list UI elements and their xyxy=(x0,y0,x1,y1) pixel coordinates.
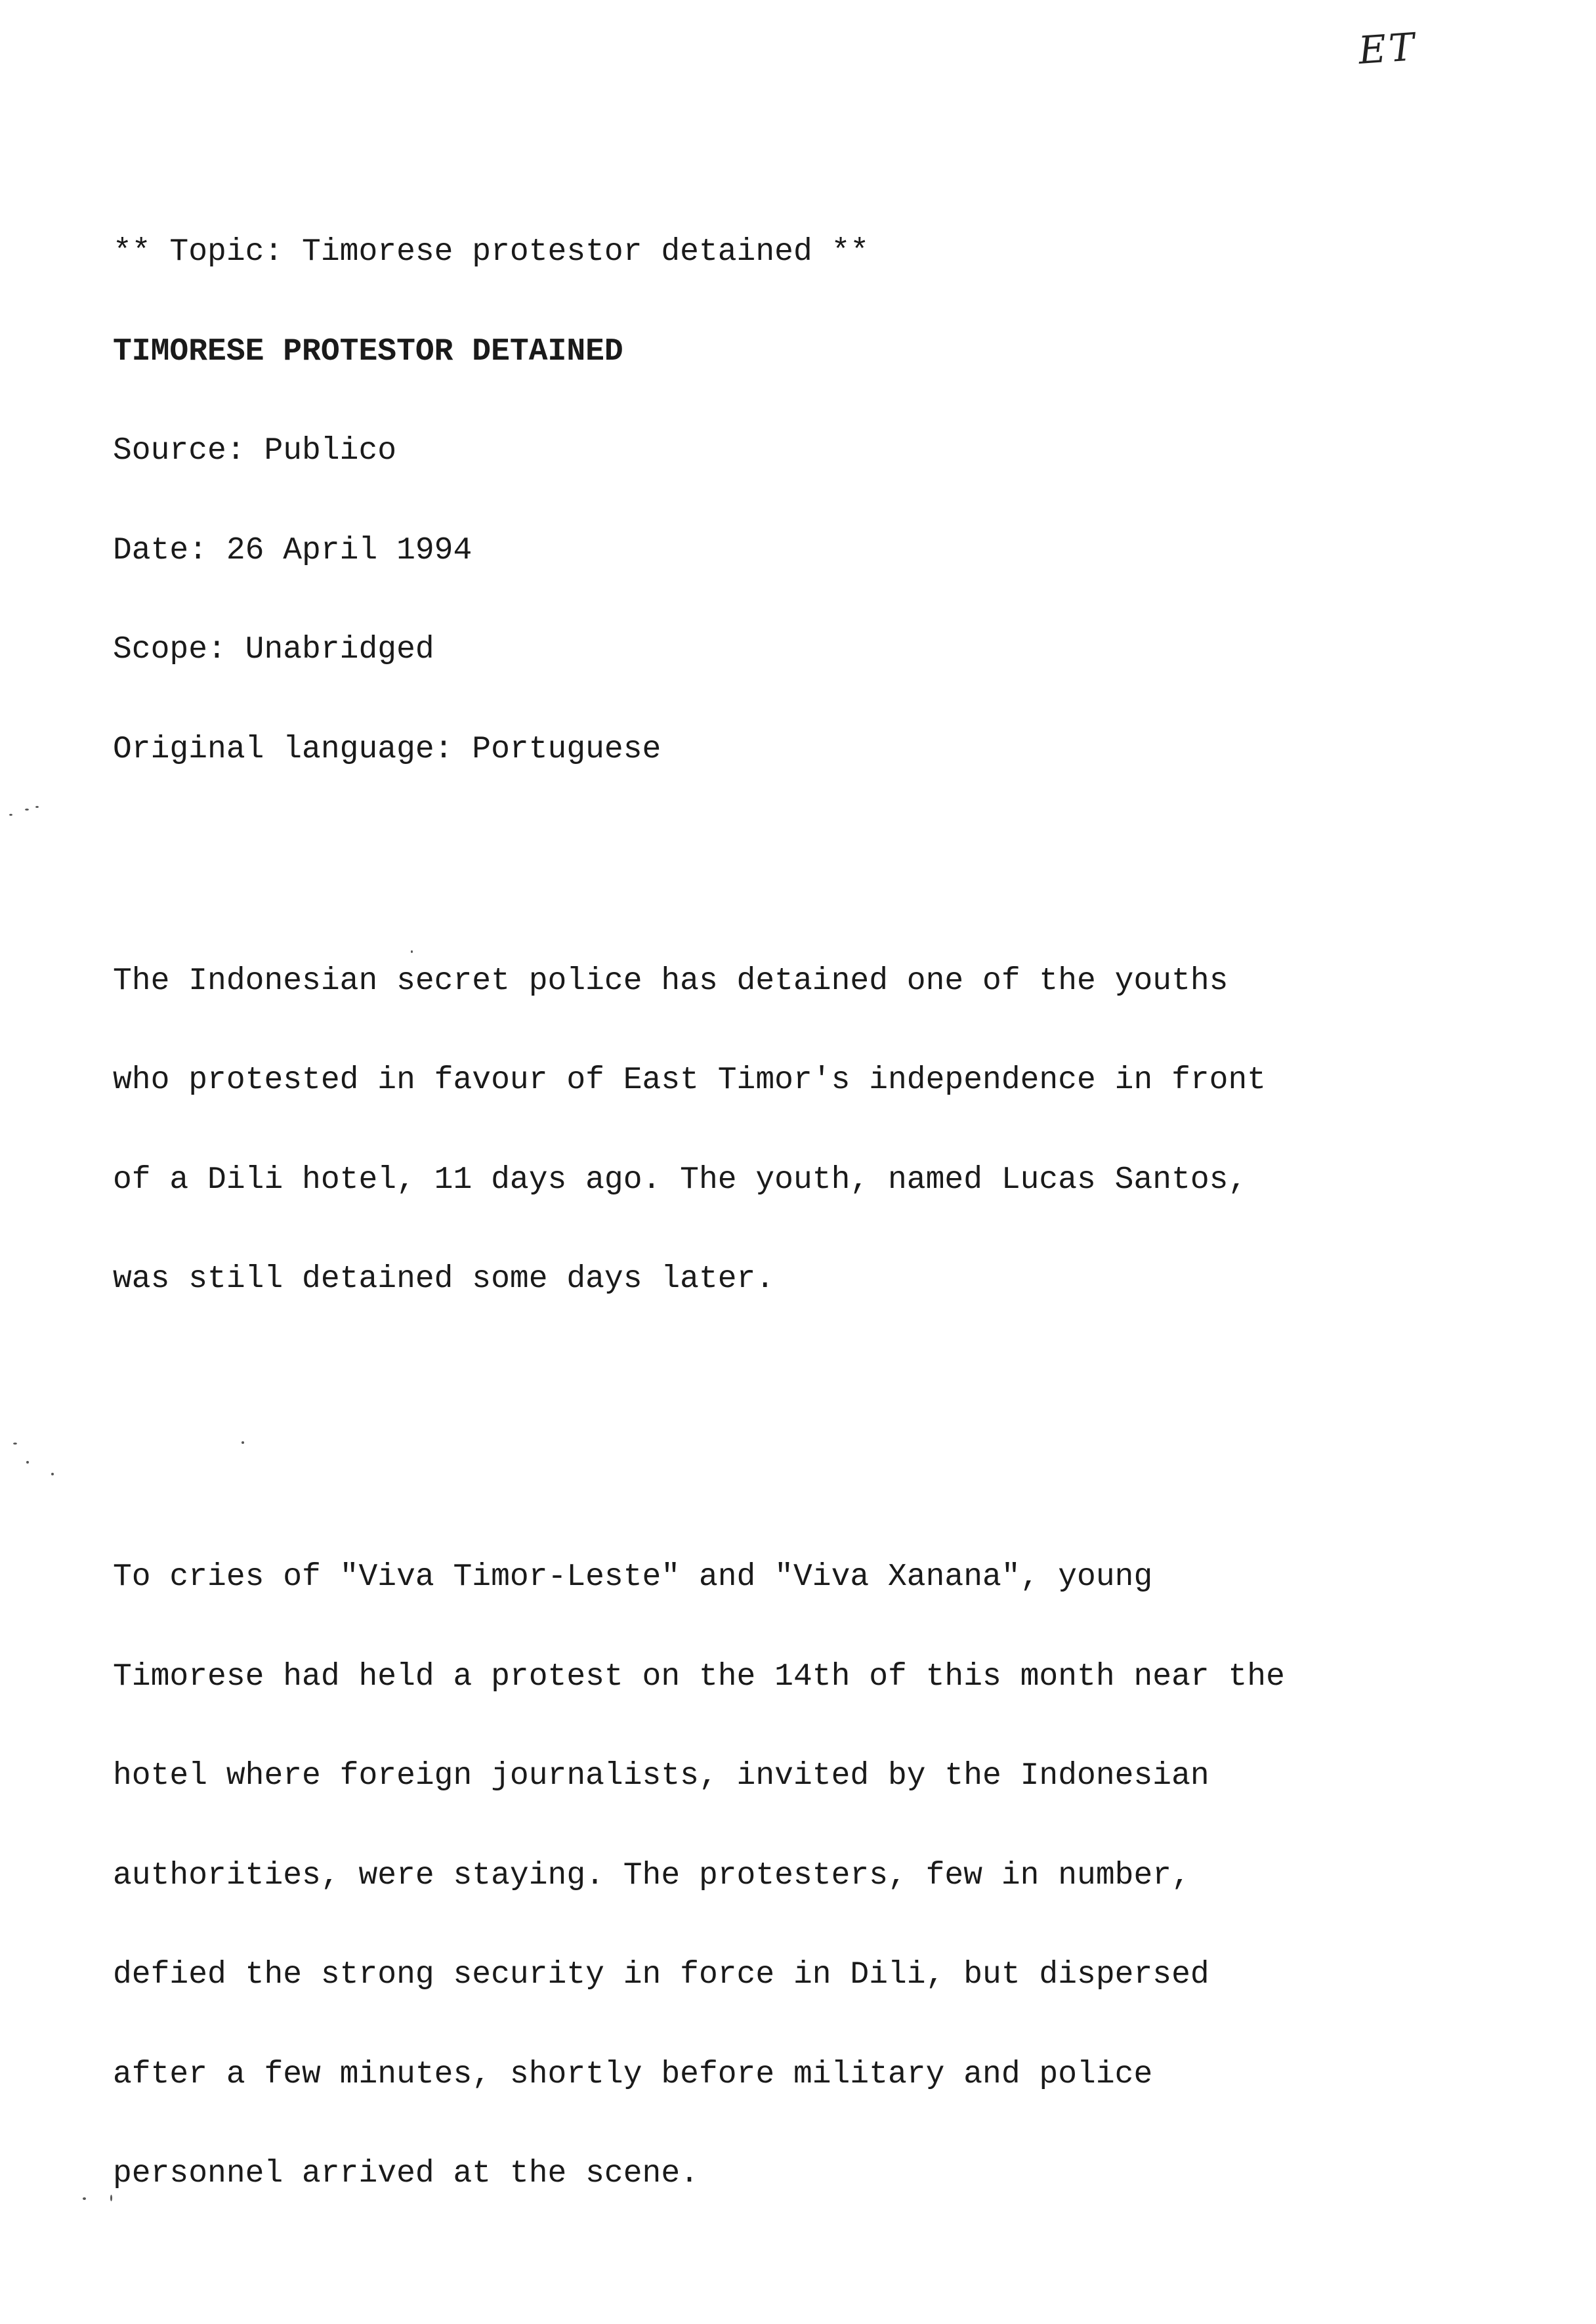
handwritten-mark: ET xyxy=(1356,24,1419,74)
scan-speck xyxy=(26,1461,29,1464)
scan-speck xyxy=(13,1443,17,1445)
paragraph-line: authorities, were staying. The protesters, few in number, xyxy=(113,1857,1190,1893)
scan-speck xyxy=(411,950,413,953)
paragraph-line: To cries of "Viva Timor-Leste" and "Viva Xanana", young xyxy=(113,1559,1153,1595)
language-line: Original language: Portuguese xyxy=(113,731,662,767)
scan-speck xyxy=(25,809,29,811)
paragraph-line: who protested in favour of East Timor's independence in front xyxy=(113,1063,1267,1098)
scan-speck xyxy=(110,2195,112,2201)
scope-line: Scope: Unabridged xyxy=(113,632,434,667)
paragraph-line: The Indonesian secret police has detained one of the youths xyxy=(113,963,1228,999)
paragraph-1 xyxy=(113,898,1524,1363)
paragraph-line: hotel where foreign journalists, invited by the Indonesian xyxy=(113,1758,1209,1794)
paragraph-line: was still detained some days later. xyxy=(113,1261,775,1297)
paragraph-line: Timorese had held a protest on the 14th of this month near the xyxy=(113,1658,1285,1695)
scan-speck xyxy=(35,806,39,808)
scan-speck xyxy=(51,1473,54,1475)
paragraph-2 xyxy=(113,1494,1524,2257)
paragraph-line: after a few minutes, shortly before military and police xyxy=(113,2056,1153,2092)
source-line: Source: Publico xyxy=(113,433,397,469)
document-body xyxy=(113,169,1524,2323)
scan-speck xyxy=(9,814,12,816)
date-line: Date: 26 April 1994 xyxy=(113,532,472,568)
paragraph-line: personnel arrived at the scene. xyxy=(113,2156,699,2191)
scan-speck xyxy=(242,1441,244,1444)
scan-speck xyxy=(83,2197,86,2200)
topic-line: ** Topic: Timorese protestor detained ** xyxy=(113,234,870,270)
paragraph-line: defied the strong security in force in Dili, but dispersed xyxy=(113,1957,1209,1993)
headline: TIMORESE PROTESTOR DETAINED xyxy=(113,333,623,370)
paragraph-line: of a Dili hotel, 11 days ago. The youth, named Lucas Santos, xyxy=(113,1162,1248,1198)
